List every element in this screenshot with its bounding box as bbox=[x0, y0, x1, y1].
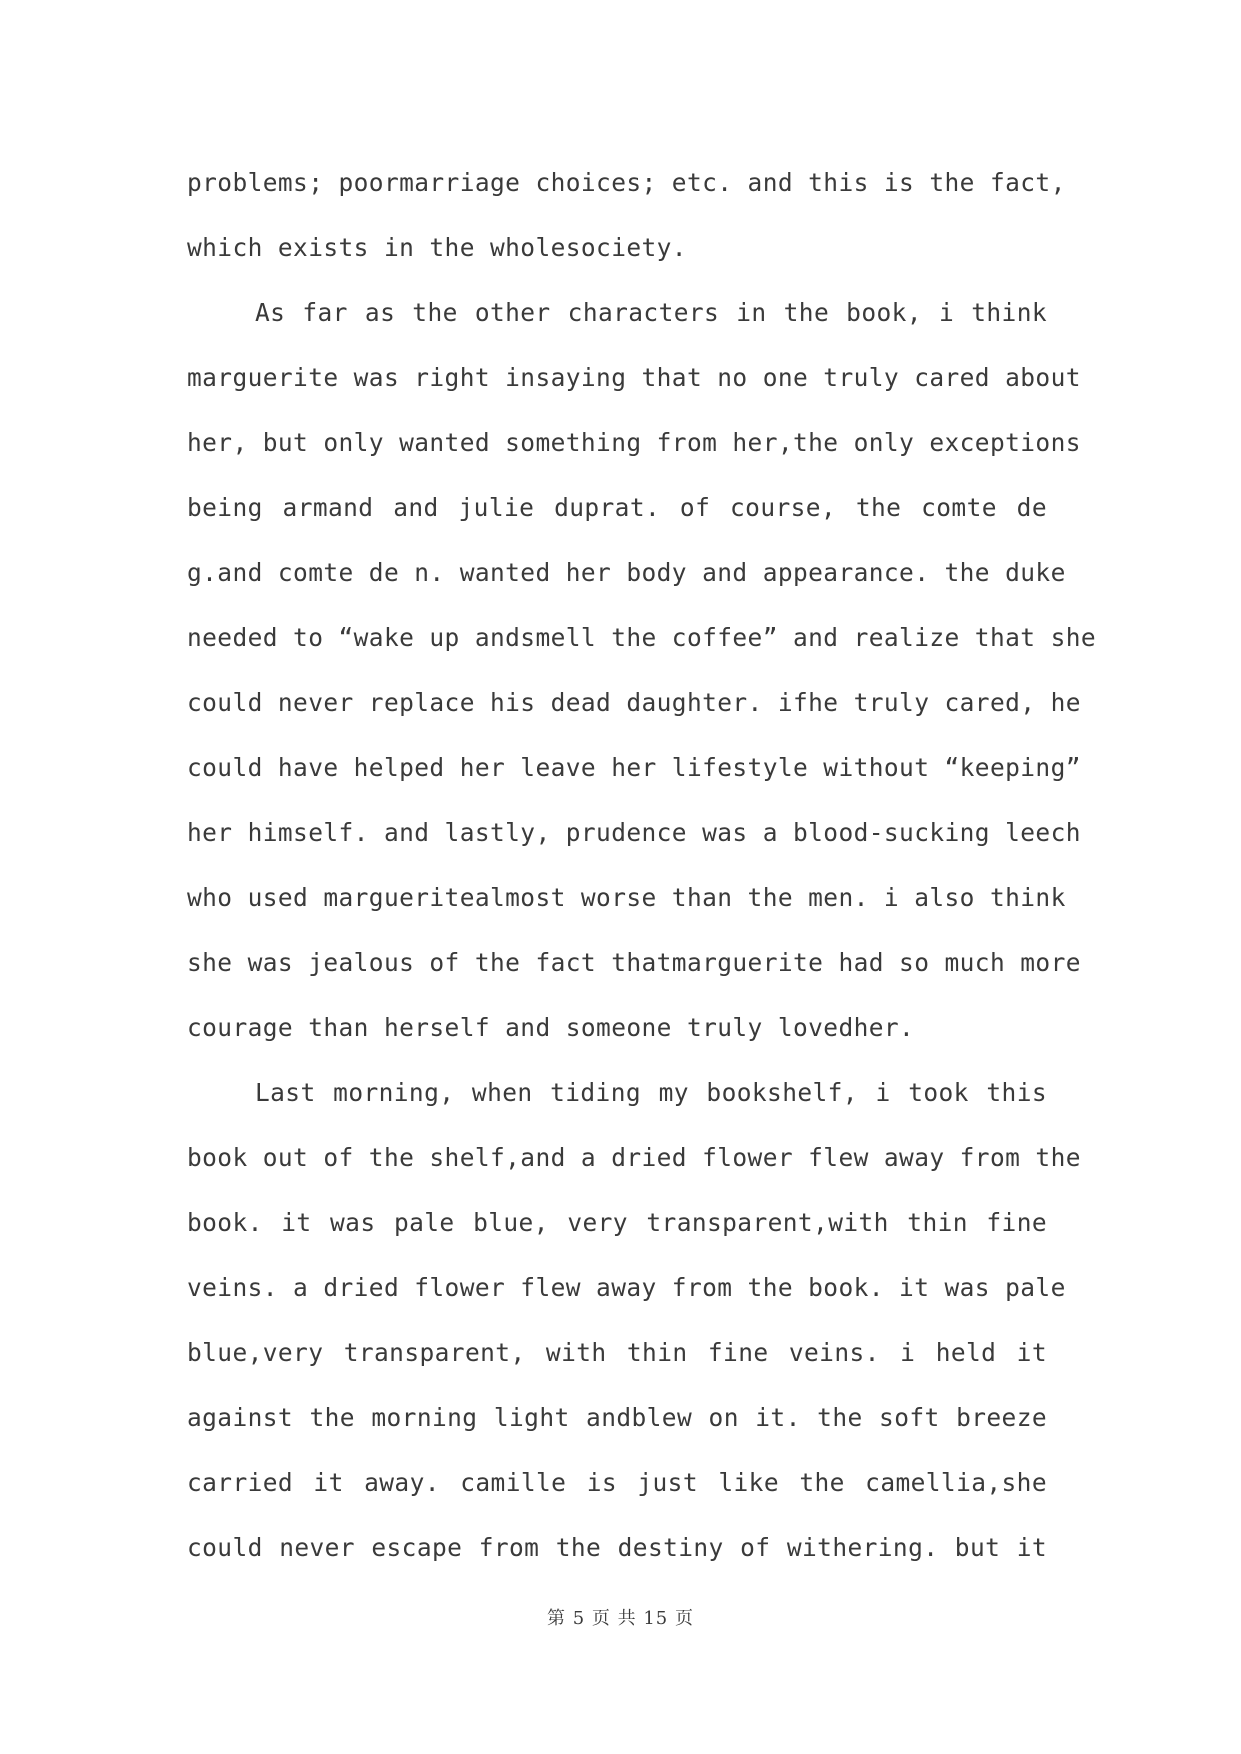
text-line: who used margueritealmost worse than the men. i also think bbox=[187, 883, 1066, 912]
text-line: her himself. and lastly, prudence was a blood-sucking leech bbox=[187, 818, 1081, 847]
text-line: needed to “wake up andsmell the coffee” and realize that she bbox=[187, 623, 1097, 652]
text-line: carried it away. camille is just like the camellia,she bbox=[187, 1468, 1047, 1497]
page-number-footer: 第 5 页 共 15 页 bbox=[547, 1608, 694, 1629]
paragraph-start-line: Last morning, when tiding my bookshelf, i took this bbox=[255, 1078, 1047, 1107]
text-line: could have helped her leave her lifestyle without “keeping” bbox=[187, 753, 1081, 782]
text-line: veins. a dried flower flew away from the book. it was pale bbox=[187, 1273, 1066, 1302]
text-line: courage than herself and someone truly lovedher. bbox=[187, 1013, 915, 1042]
text-line: could never escape from the destiny of withering. but it bbox=[187, 1533, 1047, 1562]
paragraph-start-line: As far as the other characters in the book, i think bbox=[255, 298, 1047, 327]
text-line: her, but only wanted something from her,the only exceptions bbox=[187, 428, 1081, 457]
text-line: she was jealous of the fact thatmarguerite had so much more bbox=[187, 948, 1081, 977]
text-line: book out of the shelf,and a dried flower flew away from the bbox=[187, 1143, 1081, 1172]
body-text bbox=[187, 150, 1097, 1580]
text-line: book. it was pale blue, very transparent,with thin fine bbox=[187, 1208, 1047, 1237]
text-line: problems; poormarriage choices; etc. and this is the fact, bbox=[187, 168, 1066, 197]
text-line: which exists in the wholesociety. bbox=[187, 233, 687, 262]
text-line: being armand and julie duprat. of course, the comte de bbox=[187, 493, 1047, 522]
text-line: against the morning light andblew on it. the soft breeze bbox=[187, 1403, 1047, 1432]
text-line: g.and comte de n. wanted her body and appearance. the duke bbox=[187, 558, 1066, 587]
text-line: blue,very transparent, with thin fine veins. i held it bbox=[187, 1338, 1047, 1367]
text-line: could never replace his dead daughter. ifhe truly cared, he bbox=[187, 688, 1081, 717]
text-line: marguerite was right insaying that no one truly cared about bbox=[187, 363, 1081, 392]
